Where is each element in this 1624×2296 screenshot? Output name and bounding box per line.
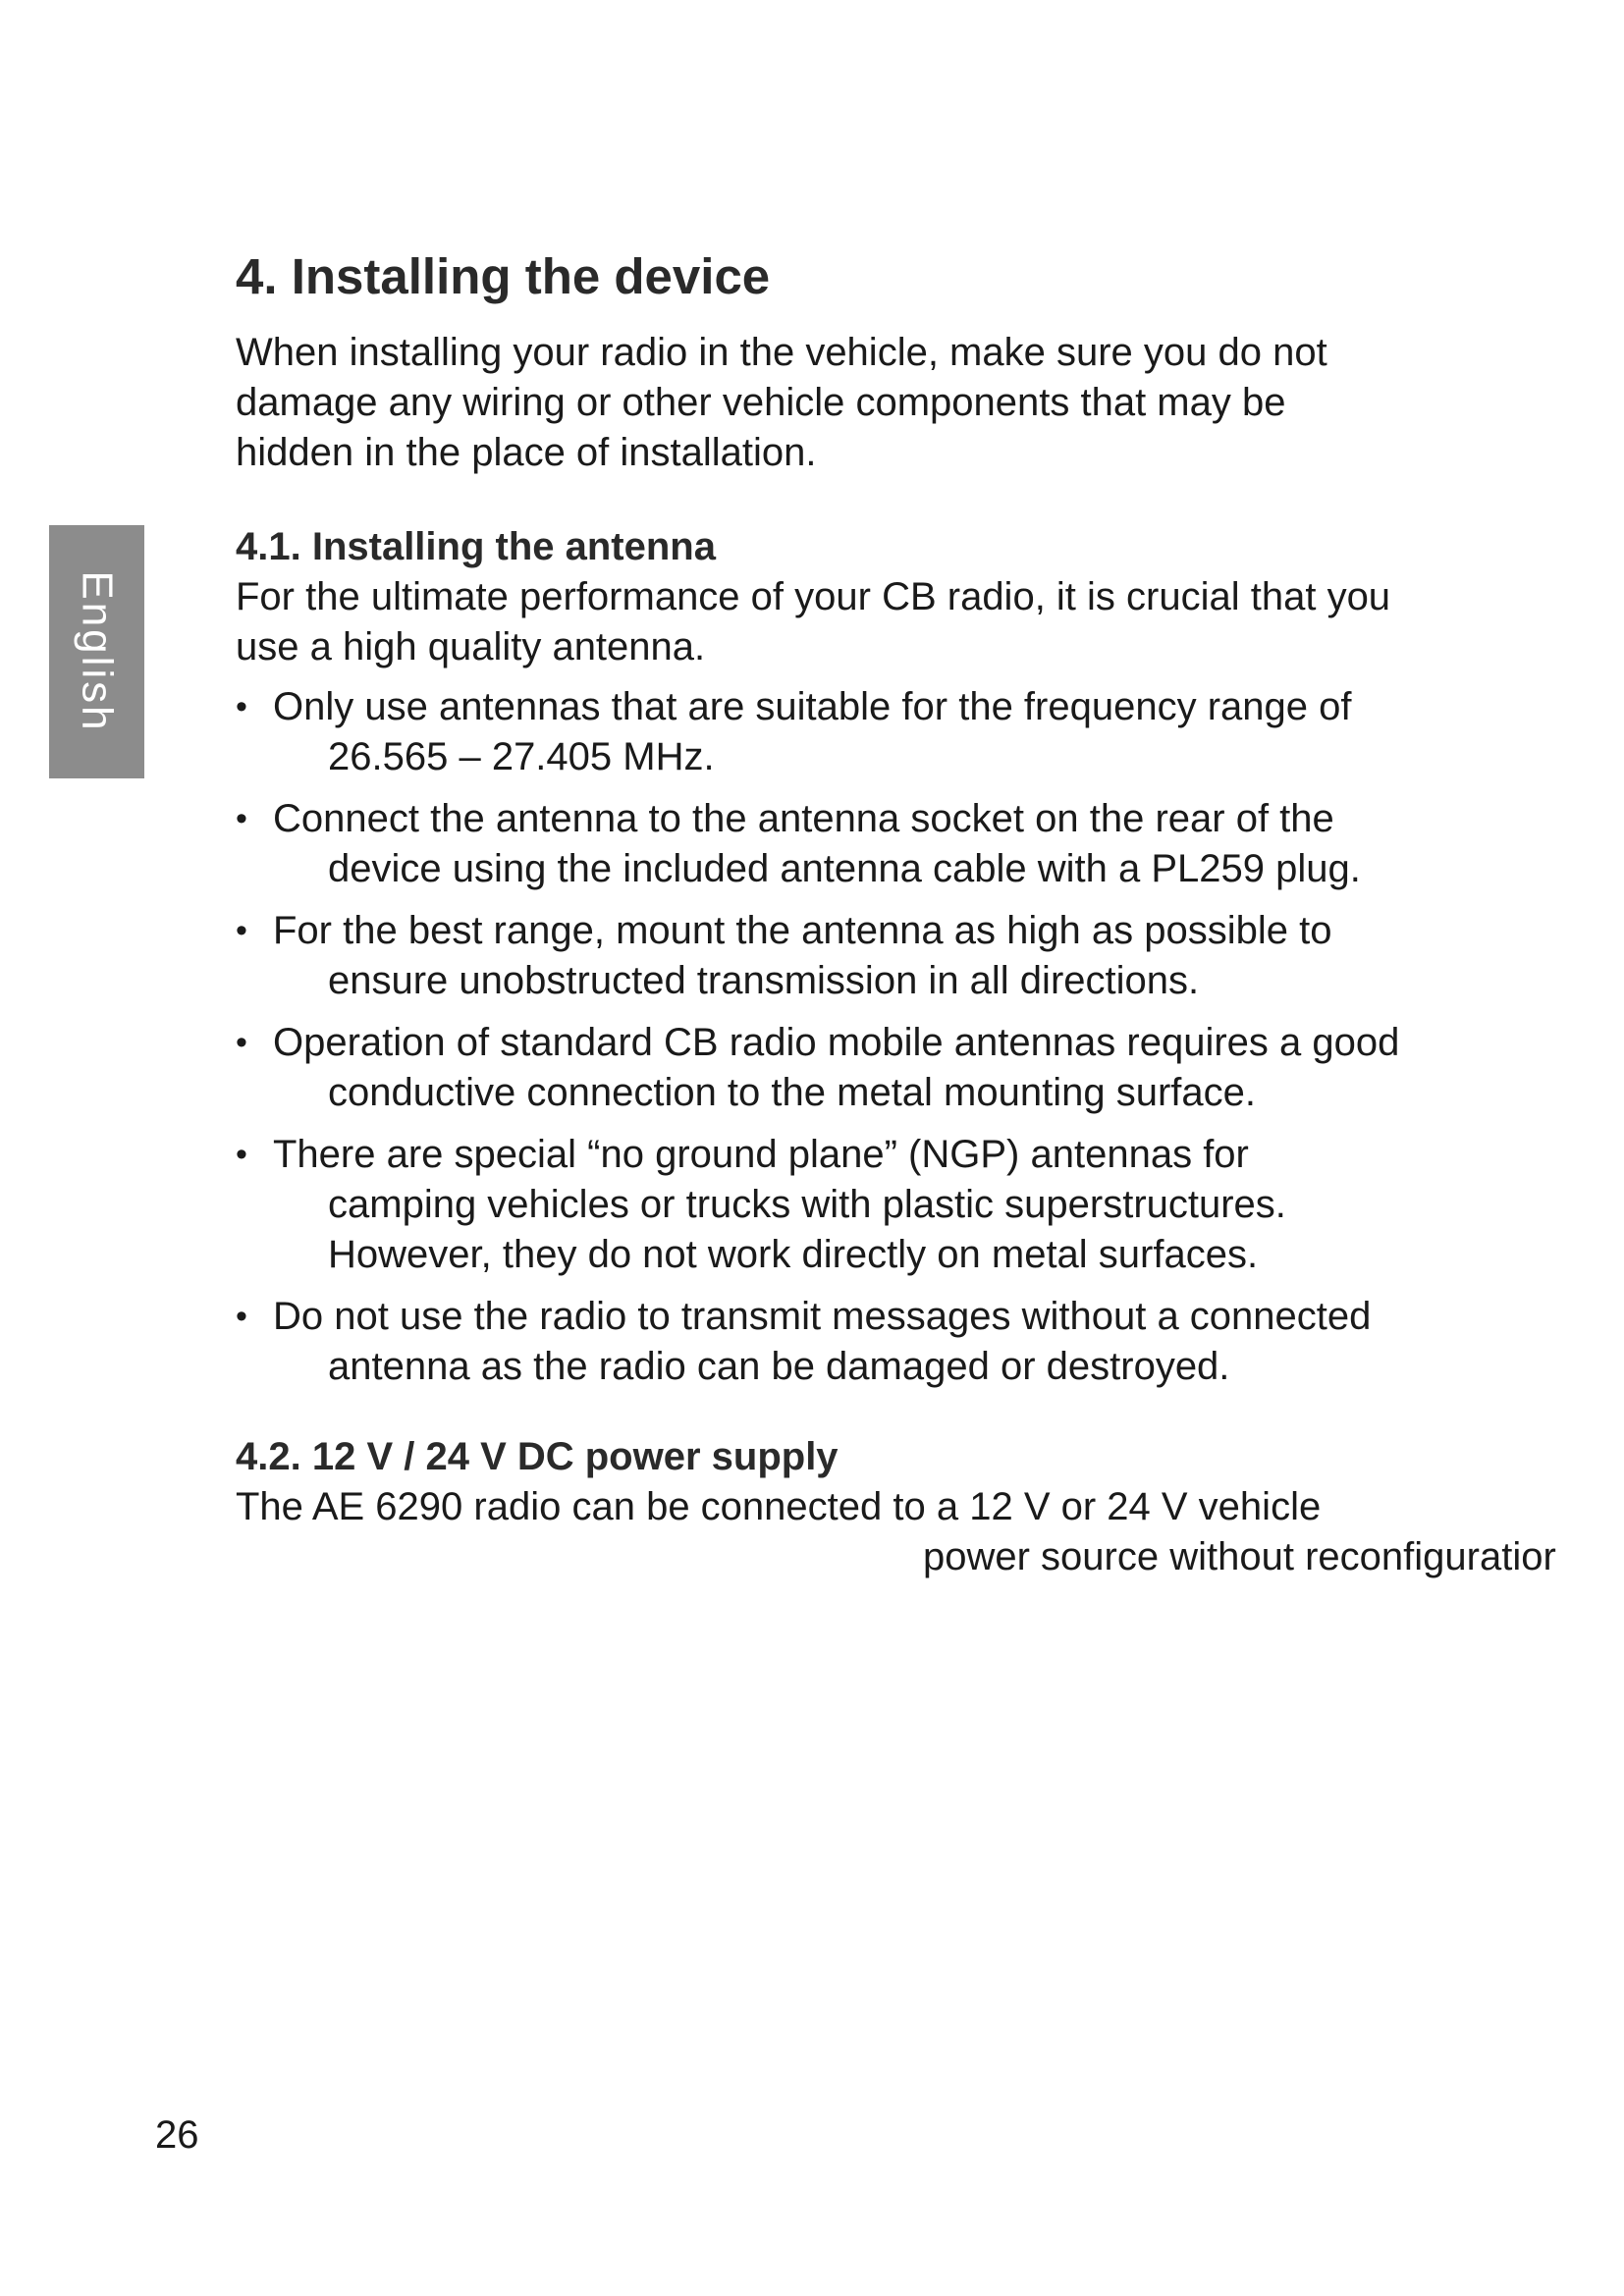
- power-heading: 4.2. 12 V / 24 V DC power supply: [236, 1435, 839, 1478]
- power-text-line-2: power source without reconfiguratior: [923, 1535, 1556, 1578]
- bullet-icon: •: [236, 688, 247, 725]
- antenna-heading: 4.1. Installing the antenna: [236, 525, 716, 568]
- antenna-intro: For the ultimate performance of your CB radio, it is crucial that you use a high quality antenna.: [236, 575, 1391, 668]
- list-item-text: Do not use the radio to transmit messages without a connected antenna as the radio can be damaged or destroyed.: [273, 1295, 1372, 1388]
- antenna-bullet-list: [236, 682, 1404, 1392]
- list-item: [236, 1018, 1404, 1118]
- bullet-icon: •: [236, 800, 247, 837]
- section-intro: When installing your radio in the vehicle, make sure you do not damage any wiring or other vehicle components that may be hidden in the place of installation.: [236, 331, 1327, 474]
- bullet-icon: •: [236, 1024, 247, 1061]
- power-text-line-1: The AE 6290 radio can be connected to a 12 V or 24 V vehicle: [236, 1485, 1322, 1528]
- language-tab: [49, 525, 144, 778]
- list-item: [236, 906, 1404, 1006]
- list-item-text: Connect the antenna to the antenna socket on the rear of the device using the included antenna cable with a PL259 plug.: [273, 797, 1361, 890]
- list-item-text: For the best range, mount the antenna as high as possible to ensure unobstructed transmission in all directions.: [273, 909, 1332, 1002]
- bullet-icon: •: [236, 1136, 247, 1173]
- bullet-icon: •: [236, 1298, 247, 1335]
- bullet-icon: •: [236, 912, 247, 949]
- page-number: 26: [155, 2113, 199, 2157]
- section-title: 4. Installing the device: [236, 248, 771, 304]
- list-item-text: Operation of standard CB radio mobile antennas requires a good conductive connection to the metal mounting surface.: [273, 1021, 1400, 1114]
- list-item: [236, 1292, 1404, 1392]
- list-item-text: Only use antennas that are suitable for the frequency range of 26.565 – 27.405 MHz.: [273, 685, 1352, 778]
- list-item-text: There are special “no ground plane” (NGP) antennas for camping vehicles or trucks with plastic superstructures. However, they do not work directly on metal surfaces.: [273, 1133, 1286, 1276]
- list-item: [236, 794, 1404, 894]
- page-content: [236, 245, 1556, 1582]
- list-item: [236, 682, 1404, 782]
- language-tab-label: English: [73, 570, 122, 733]
- list-item: [236, 1130, 1404, 1280]
